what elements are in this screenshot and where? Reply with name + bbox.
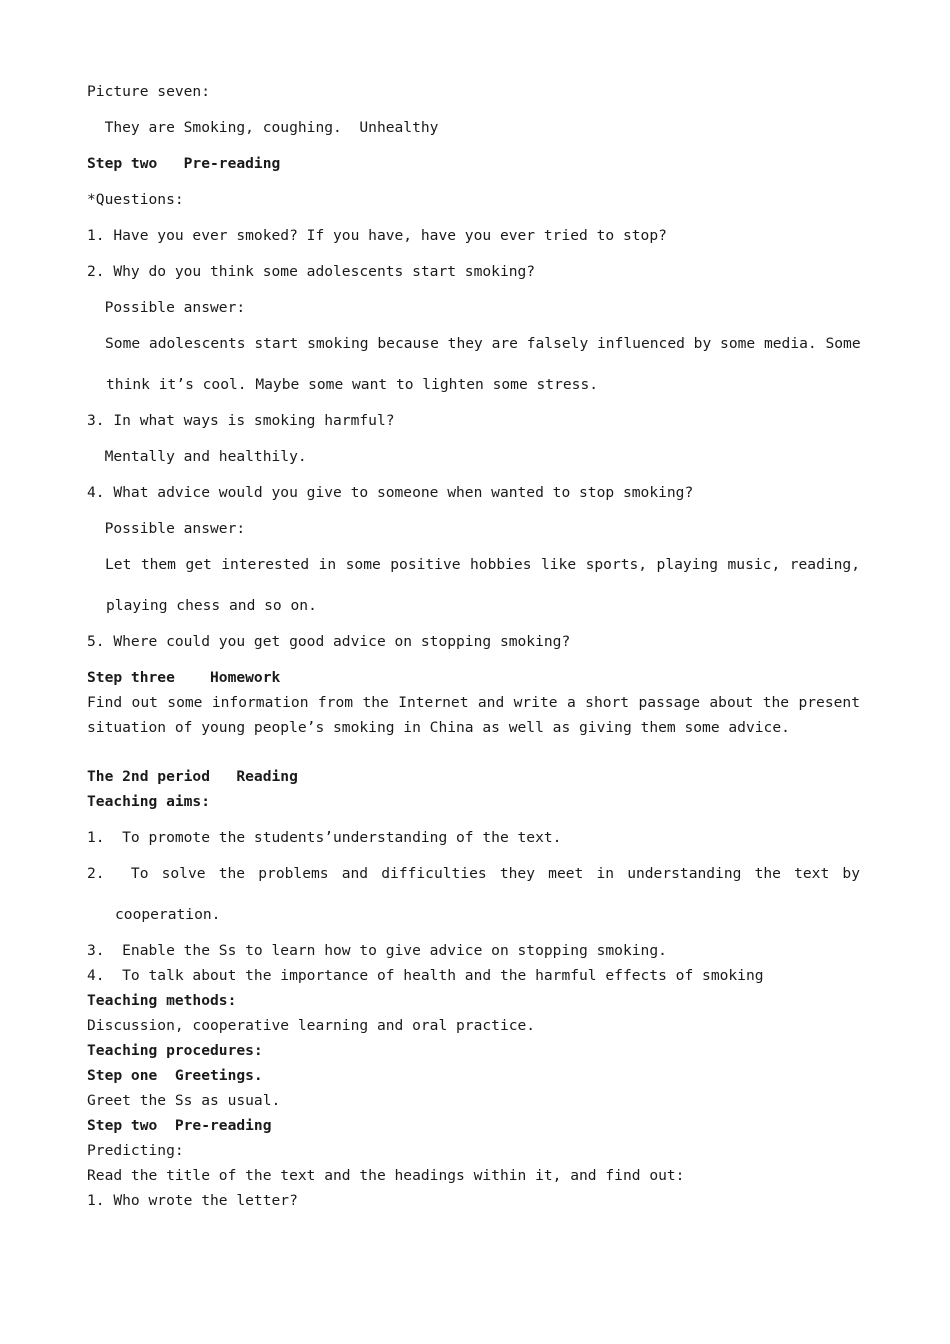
step-text: Greet the Ss as usual. (87, 1092, 281, 1109)
step-heading: Step three Homework (87, 669, 281, 686)
step-heading: Step one Greetings. (87, 1067, 263, 1084)
aim-item: 1. To promote the students’understanding of the text. (87, 829, 562, 846)
step-text: Predicting: (87, 1142, 184, 1159)
aim-item: 3. Enable the Ss to learn how to give advice on stopping smoking. (87, 942, 667, 959)
homework-text: Find out some information from the Internet and write a short passage about the present (87, 694, 860, 711)
aim-item: cooperation. (115, 906, 221, 923)
period-heading: The 2nd period Reading (87, 768, 298, 785)
homework-text: situation of young people’s smoking in China as well as giving them some advice. (87, 719, 790, 736)
answer-label: Possible answer: (87, 299, 246, 316)
answer-text: think it’s cool. Maybe some want to lighten some stress. (106, 376, 599, 393)
picture-description: They are Smoking, coughing. Unhealthy (87, 119, 439, 136)
section-heading: Teaching aims: (87, 793, 211, 810)
question-item: 4. What advice would you give to someone when wanted to stop smoking? (87, 484, 694, 501)
question-item: 1. Who wrote the letter? (87, 1192, 298, 1209)
answer-text: playing chess and so on. (106, 597, 317, 614)
question-item: 2. Why do you think some adolescents start smoking? (87, 263, 536, 280)
methods-text: Discussion, cooperative learning and oral practice. (87, 1017, 536, 1034)
step-heading: Step two Pre-reading (87, 1117, 272, 1134)
question-item: 1. Have you ever smoked? If you have, have you ever tried to stop? (87, 227, 667, 244)
question-item: 3. In what ways is smoking harmful? (87, 412, 395, 429)
answer-text: Some adolescents start smoking because they are falsely influenced by some media. Some (105, 335, 861, 352)
section-heading: Teaching methods: (87, 992, 237, 1009)
step-heading: Step two Pre-reading (87, 155, 281, 172)
aim-item: 2. To solve the problems and difficulties they meet in understanding the text by (87, 865, 860, 882)
step-text: Read the title of the text and the headings within it, and find out: (87, 1167, 685, 1184)
question-item: 5. Where could you get good advice on stopping smoking? (87, 633, 571, 650)
aim-item: 4. To talk about the importance of health and the harmful effects of smoking (87, 967, 764, 984)
picture-caption: Picture seven: (87, 83, 211, 100)
questions-label: *Questions: (87, 191, 184, 208)
answer-text: Let them get interested in some positive hobbies like sports, playing music, reading, (105, 556, 860, 573)
answer-label: Possible answer: (87, 520, 246, 537)
section-heading: Teaching procedures: (87, 1042, 263, 1059)
answer-text: Mentally and healthily. (87, 448, 307, 465)
